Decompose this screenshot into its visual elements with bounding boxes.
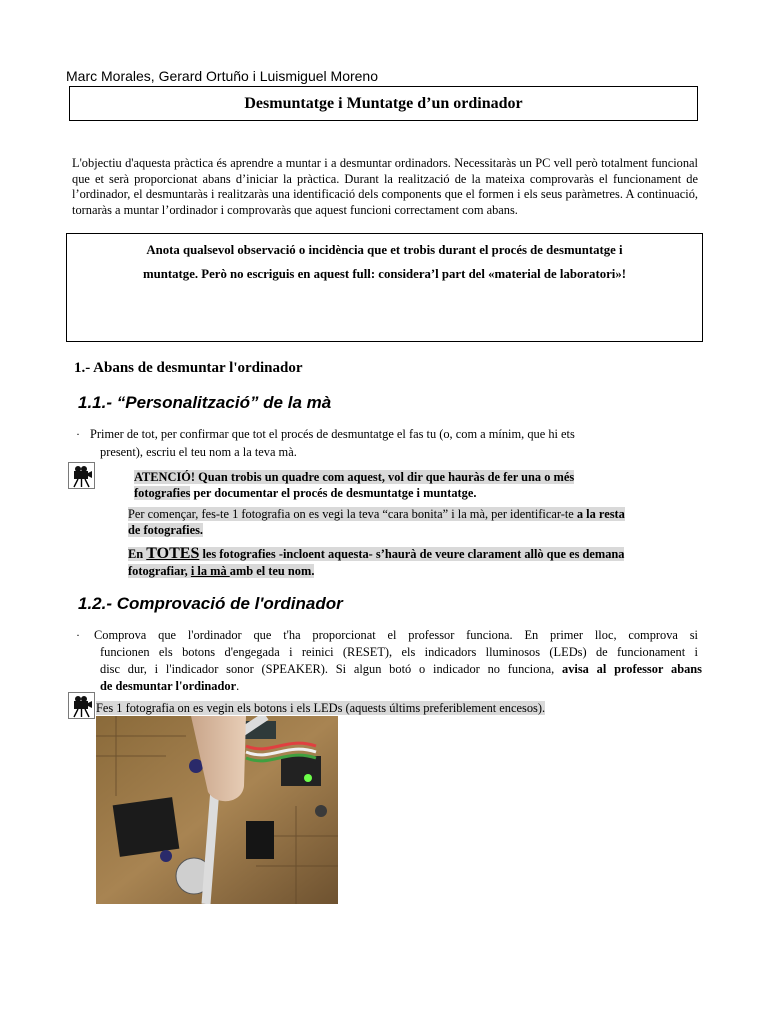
check-line-3: disc dur, i l'indicador sonor (SPEAKER). Si algun botó o indicador no funciona, avisa al professor abans [100,662,702,676]
section-1-1-heading: 1.1.- “Personalització” de la mà [78,393,332,412]
check-line-4: de desmuntar l'ordinador. [100,679,240,693]
document-title: Desmuntatge i Muntatge d’un ordinador [69,86,698,121]
bullet-text-line-1: Primer de tot, per confirmar que tot el procés de desmuntatge el fas tu (o, com a mínim, que hi ets [90,427,575,441]
intro-paragraph: L'objectiu d'aquesta pràctica és aprendre a muntar i a desmuntar ordinadors. Necessitaràs un PC vell però totalment funcional que et serà proporcionat abans d’iniciar la pràctica. Durant la realització de la mateixa comprovaràs el funcionament de l’ordinador, el desmuntaràs i realitzaràs una identificació dels components que el formen i els seus paràmetres. A continuació, tornaràs a muntar l’ordinador i comprovaràs que aquest funcioni correctament com abans. [72,156,698,217]
section-1-heading: 1.- Abans de desmuntar l'ordinador [74,360,303,376]
attention-line-1: ATENCIÓ! Quan trobis un quadre com aquest, vol dir que hauràs de fer una o més [134,470,575,484]
observations-line-2: muntatge. Però no escriguis en aquest full: considera’l part del «material de laboratori»! [142,267,627,281]
start-photo-line-1: Per començar, fes-te 1 fotografia on es vegi la teva “cara bonita” i la mà, per identificar-te a la resta [128,507,625,521]
attention-line-2: fotografies per documentar el procés de desmuntatge i muntatge. [134,486,477,500]
start-photo-line-2: de fotografies. [128,523,204,537]
motherboard-photo [96,716,338,904]
observations-line-1: Anota qualsevol observació o incidència que et trobis durant el procés de desmuntatge i [146,243,623,257]
check-line-1: Comprova que l'ordinador que t'ha proporcionat el professor funciona. En primer lloc, comprova si [94,628,698,642]
photo-instruction: Fes 1 fotografia on es vegin els botons i els LEDs (aquests últims preferiblement encesos). [96,701,546,715]
bullet-marker: · [76,427,80,441]
observations-box [66,233,703,342]
check-line-2: funcionen els botons d'engegada i reinici (RESET), els indicadors lluminosos (LEDs) de funcionament i [100,645,698,659]
section-1-2-heading: 1.2.- Comprovació de l'ordinador [78,594,343,613]
bullet-marker: · [76,628,80,642]
authors: Marc Morales, Gerard Ortuño i Luismiguel Moreno [66,68,379,84]
all-photos-line-1: En TOTES les fotografies -incloent aquesta- s’haurà de veure clarament allò que es demana [128,545,625,562]
camera-icon [68,692,95,719]
all-photos-line-2: fotografiar, i la mà amb el teu nom. [128,564,315,578]
camera-icon [68,462,95,489]
bullet-text-line-2: present), escriu el teu nom a la teva mà. [100,445,297,459]
